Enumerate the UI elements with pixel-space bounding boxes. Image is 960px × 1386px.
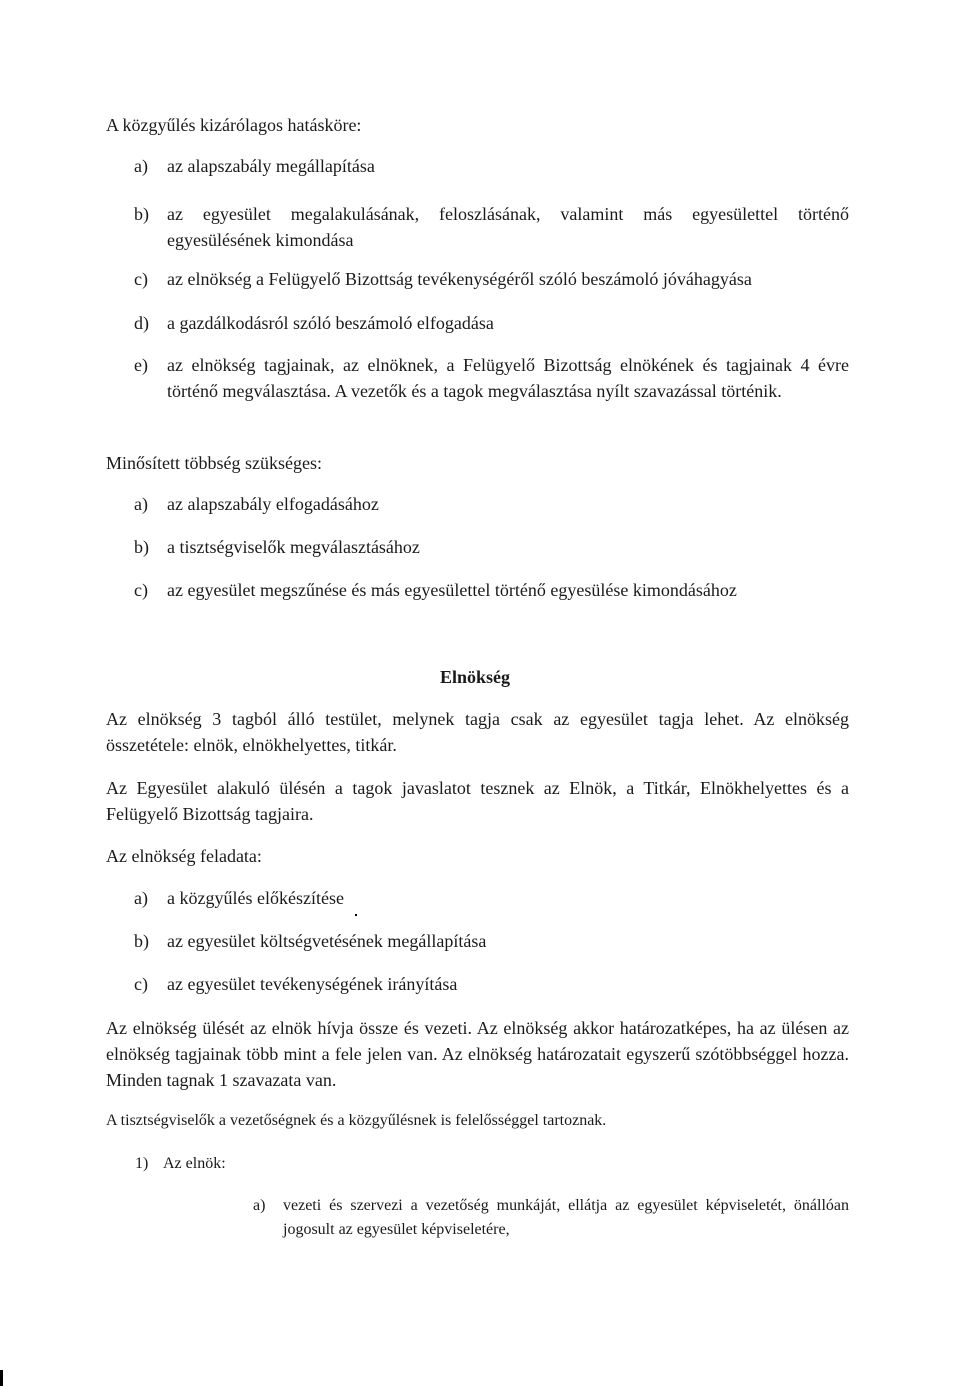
list-item-label: e) bbox=[134, 355, 148, 375]
list-item-label: b) bbox=[134, 204, 149, 224]
list-item-text: a gazdálkodásról szóló beszámoló elfogadása bbox=[167, 313, 494, 333]
list-item bbox=[253, 1194, 849, 1242]
section-intro: A közgyűlés kizárólagos hatásköre: bbox=[106, 115, 362, 135]
paragraph: Az Egyesület alakuló ülésén a tagok javaslatot tesznek az Elnök, a Titkár, Elnökhelyettes és a Felügyelő Bizottság tagjaira. bbox=[106, 778, 849, 824]
list-item-label: c) bbox=[134, 580, 148, 600]
list-item-label: a) bbox=[134, 888, 148, 908]
list-item-text: az egyesület tevékenységének irányítása bbox=[167, 974, 458, 994]
list-item bbox=[134, 577, 849, 603]
list-item-label: c) bbox=[134, 974, 148, 994]
list-item-text: az elnökség tagjainak, az elnöknek, a Felügyelő Bizottság elnökének és tagjainak 4 évre történő megválasztása. A vezetők és a tagok megválasztása nyílt szavazással történik. bbox=[167, 355, 849, 401]
list-item-text: az egyesület költségvetésének megállapítása bbox=[167, 931, 487, 951]
list-item-text: az alapszabály megállapítása bbox=[167, 156, 375, 176]
list-item bbox=[134, 310, 849, 336]
list-item bbox=[134, 928, 849, 954]
list-item bbox=[134, 491, 849, 517]
list-item-label: c) bbox=[134, 269, 148, 289]
sub-section-title: Az elnök: bbox=[163, 1155, 226, 1172]
list-item-label: b) bbox=[134, 537, 149, 557]
list-item-text: az elnökség a Felügyelő Bizottság tevékenységéről szóló beszámoló jóváhagyása bbox=[167, 269, 752, 289]
list-item-label: b) bbox=[134, 931, 149, 951]
paragraph: Az elnökség ülését az elnök hívja össze és vezeti. Az elnökség akkor határozatképes, ha az ülésen az elnökség tagjainak több mint a fele jelen van. Az elnökség határozatait egyszerű szótöbbséggel hozza. Minden tagnak 1 szavazata van. bbox=[106, 1018, 849, 1090]
list-item-label: a) bbox=[253, 1197, 266, 1214]
tasks-intro: Az elnökség feladata: bbox=[106, 846, 262, 866]
list-item-text: az alapszabály elfogadásához bbox=[167, 494, 379, 514]
section-heading: Elnökség bbox=[440, 667, 511, 687]
paragraph: Az elnökség 3 tagból álló testület, melynek tagja csak az egyesület tagja lehet. Az elnökség összetétele: elnök, elnökhelyettes, titkár. bbox=[106, 709, 849, 755]
list-item-text: az egyesület megszűnése és más egyesülettel történő egyesülése kimondásához bbox=[167, 580, 737, 600]
list-item-text: az egyesület megalakulásának, feloszlásának, valamint más egyesülettel történő egyesülésének kimondása bbox=[167, 204, 849, 250]
sub-section-label: 1) bbox=[135, 1155, 149, 1172]
paragraph: A tisztségviselők a vezetőségnek és a közgyűlésnek is felelősséggel tartoznak. bbox=[106, 1112, 607, 1129]
list-item-label: a) bbox=[134, 156, 148, 176]
list-item bbox=[134, 352, 849, 404]
scan-speck bbox=[355, 914, 357, 916]
list-item bbox=[134, 971, 849, 997]
list-item-text: vezeti és szervezi a vezetőség munkáját, ellátja az egyesület képviseletét, önállóan jogosult az egyesület képviseletére, bbox=[283, 1197, 849, 1238]
list-item bbox=[134, 534, 849, 560]
scan-edge-mark bbox=[0, 1370, 3, 1386]
list-item-label: a) bbox=[134, 494, 148, 514]
list-item bbox=[134, 153, 849, 179]
list-item-text: a közgyűlés előkészítése bbox=[167, 888, 344, 908]
list-item bbox=[134, 201, 849, 253]
list-item-text: a tisztségviselők megválasztásához bbox=[167, 537, 420, 557]
list-item-label: d) bbox=[134, 313, 149, 333]
list-item bbox=[134, 885, 849, 911]
list-item bbox=[134, 266, 849, 292]
section-intro: Minősített többség szükséges: bbox=[106, 453, 322, 473]
